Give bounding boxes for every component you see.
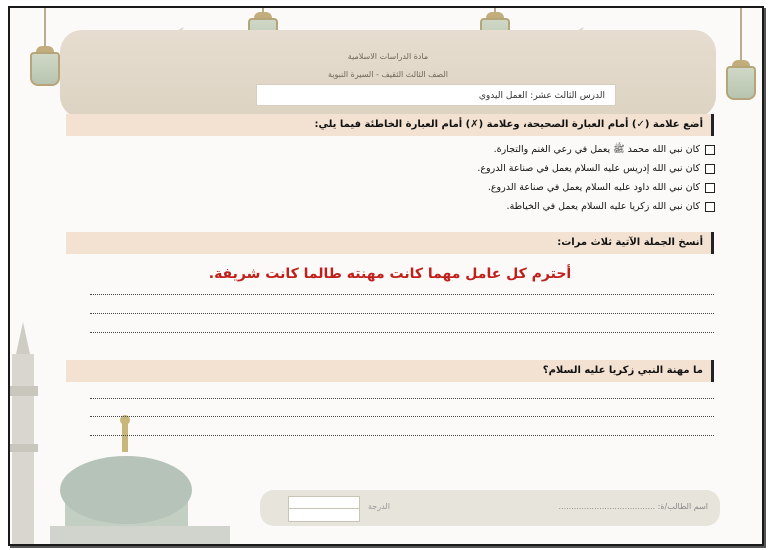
lesson-title: الدرس الثالث عشر: العمل اليدوي (256, 84, 616, 106)
statement-text: كان نبي الله داود عليه السلام يعمل في صناعة الدروع. (487, 182, 700, 193)
statement-text: كان نبي الله محمد ﷺ يعمل في رعي الغنم والتجارة. (493, 143, 700, 155)
list-item (310, 197, 715, 216)
copy-sentence: أحترم كل عامل مهما كانت مهنته طالما كانت شريفة. (208, 266, 572, 282)
list-item (310, 140, 715, 159)
subject-title: مادة الدراسات الاسلامية (347, 52, 429, 61)
lantern-icon (30, 8, 60, 86)
list-item (310, 159, 715, 178)
answer-line[interactable] (90, 313, 714, 314)
answer-checkbox[interactable] (705, 202, 715, 212)
answer-checkbox[interactable] (705, 145, 715, 155)
section1-instruction: أضع علامة (✓) أمام العبارة الصحيحة، وعلامة (✗) أمام العبارة الخاطئة فيما يلي: (66, 114, 714, 136)
answer-line[interactable] (90, 416, 714, 417)
answer-line[interactable] (90, 435, 714, 436)
header-banner (60, 30, 716, 118)
answer-line[interactable] (90, 332, 714, 333)
worksheet (8, 6, 764, 546)
answer-checkbox[interactable] (705, 164, 715, 174)
true-false-list (310, 140, 715, 216)
student-name-field[interactable]: اسم الطالب/ة: ...................................... (558, 502, 708, 511)
grade-line: الصف الثالث الثقيف - السيرة النبوية (327, 70, 449, 79)
section2-instruction: أنسخ الجملة الآتية ثلاث مرات: (66, 232, 714, 254)
answer-line[interactable] (90, 398, 714, 399)
list-item (310, 178, 715, 197)
section3-question: ما مهنة النبي زكريا عليه السلام؟ (66, 360, 714, 382)
answer-checkbox[interactable] (705, 183, 715, 193)
footer-panel (260, 490, 720, 526)
grade-label: الدرجة (368, 502, 390, 511)
statement-text: كان نبي الله زكريا عليه السلام يعمل في الخياطة. (506, 201, 700, 212)
answer-line[interactable] (90, 294, 714, 295)
lantern-icon (726, 8, 756, 100)
statement-text: كان نبي الله إدريس عليه السلام يعمل في صناعة الدروع. (477, 163, 700, 174)
grade-box[interactable] (288, 496, 360, 522)
